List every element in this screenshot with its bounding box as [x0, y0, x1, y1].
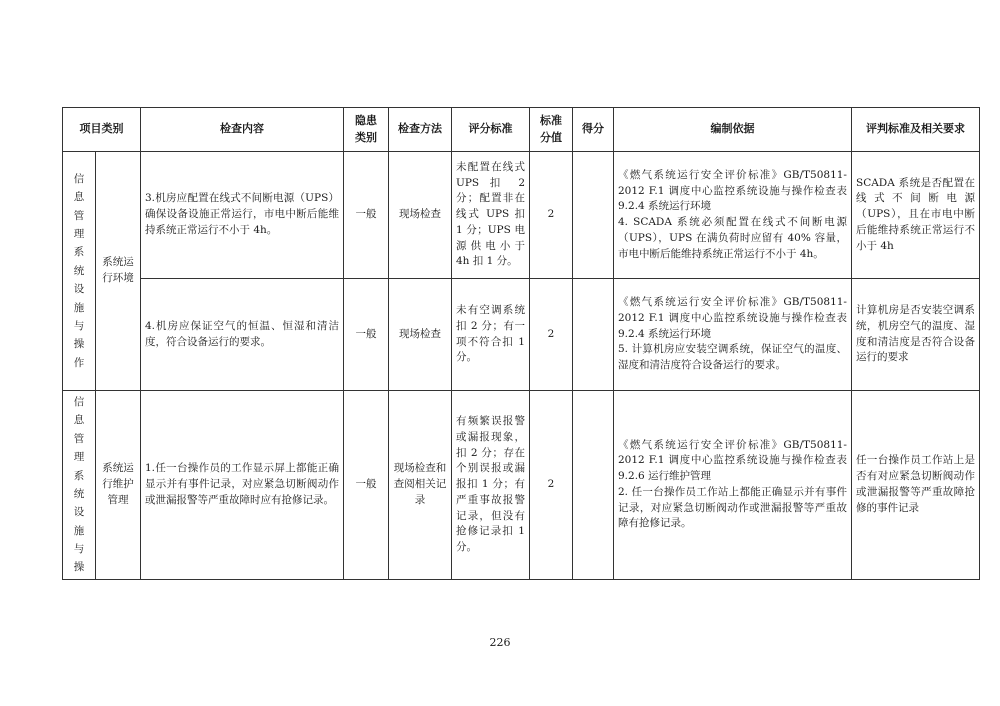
scoring-cell: 有频繁误报警或漏报现象，扣 2 分；存在个别误报或漏报扣 1 分；有严重事故报警记录，但没有抢修记录扣 1 分。 [452, 391, 530, 580]
criteria-cell: 任一台操作员工作站上是否有对应紧急切断阀动作或泄漏报警等严重故障抢修的事件记录 [852, 391, 980, 580]
scoring-cell: 未配置在线式 UPS 扣 2 分；配置非在线式 UPS 扣 1 分；UPS 电源供电小于 4h 扣 1 分。 [452, 152, 530, 279]
method-cell: 现场检查 [389, 279, 452, 391]
header-category: 项目类别 [63, 108, 141, 152]
standard-score-cell: 2 [530, 152, 573, 279]
score-cell [573, 152, 614, 279]
basis-cell: 《燃气系统运行安全评价标准》GB/T50811-2012 F.1 调度中心监控系统设施与操作检查表 9.2.4 系统运行环境 5. 计算机房应安装空调系统，保证空气的温度、湿度和清洁度符合设备运行的要求。 [614, 279, 852, 391]
subcategory-cell: 系统运 行环境 [96, 152, 141, 391]
header-score: 得分 [573, 108, 614, 152]
header-method: 检查方法 [389, 108, 452, 152]
header-criteria: 评判标准及相关要求 [852, 108, 980, 152]
page-number: 226 [489, 636, 511, 649]
table-row [63, 391, 980, 580]
table-row [63, 152, 980, 279]
criteria-cell: 计算机房是否安装空调系统，机房空气的温度、湿度和清洁度是否符合设备运行的要求 [852, 279, 980, 391]
header-row [63, 108, 980, 152]
hazard-cell: 一般 [344, 279, 389, 391]
header-hazard: 隐患 类别 [344, 108, 389, 152]
inspection-table [62, 107, 980, 580]
score-cell [573, 391, 614, 580]
table-row [63, 279, 980, 391]
hazard-cell: 一般 [344, 391, 389, 580]
header-content: 检查内容 [141, 108, 344, 152]
category-cell: 信 息 管 理 系 统 设 施 与 操 [63, 391, 96, 580]
content-cell: 3.机房应配置在线式不间断电源（UPS）确保设备设施正常运行，市电中断后能维持系统正常运行不小于 4h。 [141, 152, 344, 279]
content-cell: 1.任一台操作员的工作显示屏上都能正确显示并有事件记录，对应紧急切断阀动作或泄漏报警等严重故障时应有抢修记录。 [141, 391, 344, 580]
standard-score-cell: 2 [530, 391, 573, 580]
scoring-cell: 未有空调系统扣 2 分；有一项不符合扣 1 分。 [452, 279, 530, 391]
method-cell: 现场检查和查阅相关记录 [389, 391, 452, 580]
header-scoring: 评分标准 [452, 108, 530, 152]
basis-cell: 《燃气系统运行安全评价标准》GB/T50811-2012 F.1 调度中心监控系统设施与操作检查表 9.2.6 运行维护管理 2. 任一台操作员工作站上都能正确显示并有事件记录，对应紧急切断阀动作或泄漏报警等严重故障有抢修记录。 [614, 391, 852, 580]
category-cell: 信 息 管 理 系 统 设 施 与 操 作 [63, 152, 96, 391]
header-standard-score: 标准 分值 [530, 108, 573, 152]
score-cell [573, 279, 614, 391]
basis-cell: 《燃气系统运行安全评价标准》GB/T50811-2012 F.1 调度中心监控系统设施与操作检查表 9.2.4 系统运行环境 4. SCADA 系统必须配置在线式不间断电源（UPS），UPS 在满负荷时应留有 40% 容量，市电中断后能维持系统正常运行不小于 4h。 [614, 152, 852, 279]
hazard-cell: 一般 [344, 152, 389, 279]
standard-score-cell: 2 [530, 279, 573, 391]
criteria-cell: SCADA 系统是否配置在线式不间断电源（UPS），且在市电中断后能维持系统正常运行不小于 4h [852, 152, 980, 279]
method-cell: 现场检查 [389, 152, 452, 279]
content-cell: 4.机房应保证空气的恒温、恒湿和清洁度，符合设备运行的要求。 [141, 279, 344, 391]
header-basis: 编制依据 [614, 108, 852, 152]
subcategory-cell: 系统运 行维护 管理 [96, 391, 141, 580]
